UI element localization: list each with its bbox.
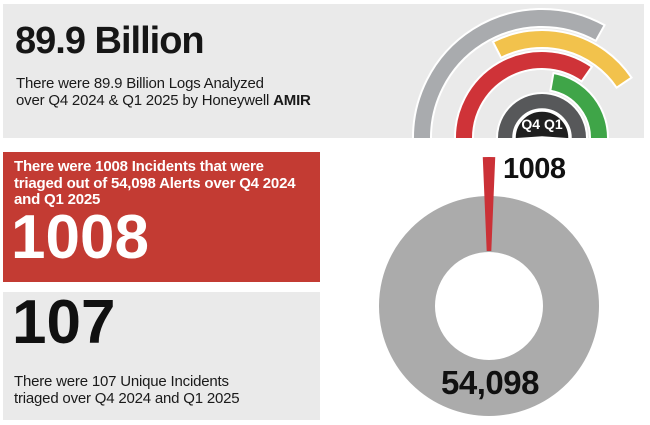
donut-total-value-label: 54,098: [441, 364, 539, 401]
unique-line2: triaged over Q4 2024 and Q1 2025: [14, 390, 240, 407]
gauge-center-label: Q4 Q1: [521, 116, 563, 132]
unique-line1: There were 107 Unique Incidents: [14, 373, 229, 390]
logs-analyzed-description: [16, 75, 311, 109]
logs-analyzed-headline: 89.9 Billion: [15, 20, 204, 62]
incidents-triaged-panel: [3, 152, 320, 282]
unique-incidents-description: [14, 373, 239, 407]
incidents-big-number: 1008: [11, 203, 149, 272]
logs-analyzed-line1: There were 89.9 Billion Logs Analyzed: [16, 75, 264, 92]
incidents-line2: triaged out of 54,098 Alerts over Q4 2024: [14, 174, 296, 192]
incidents-line1: There were 1008 Incidents that were: [14, 158, 264, 175]
incidents-description: [14, 159, 295, 209]
unique-incidents-panel: [3, 288, 320, 420]
donut-slice-value-label: 1008: [503, 153, 566, 185]
unique-incidents-big-number: 107: [12, 288, 116, 357]
logs-analyzed-line2: over Q4 2024 & Q1 2025 by Honeywell AMIR: [16, 92, 311, 109]
incidents-line3: and Q1 2025: [14, 191, 101, 208]
amir-brand-label: AMIR: [273, 92, 311, 109]
